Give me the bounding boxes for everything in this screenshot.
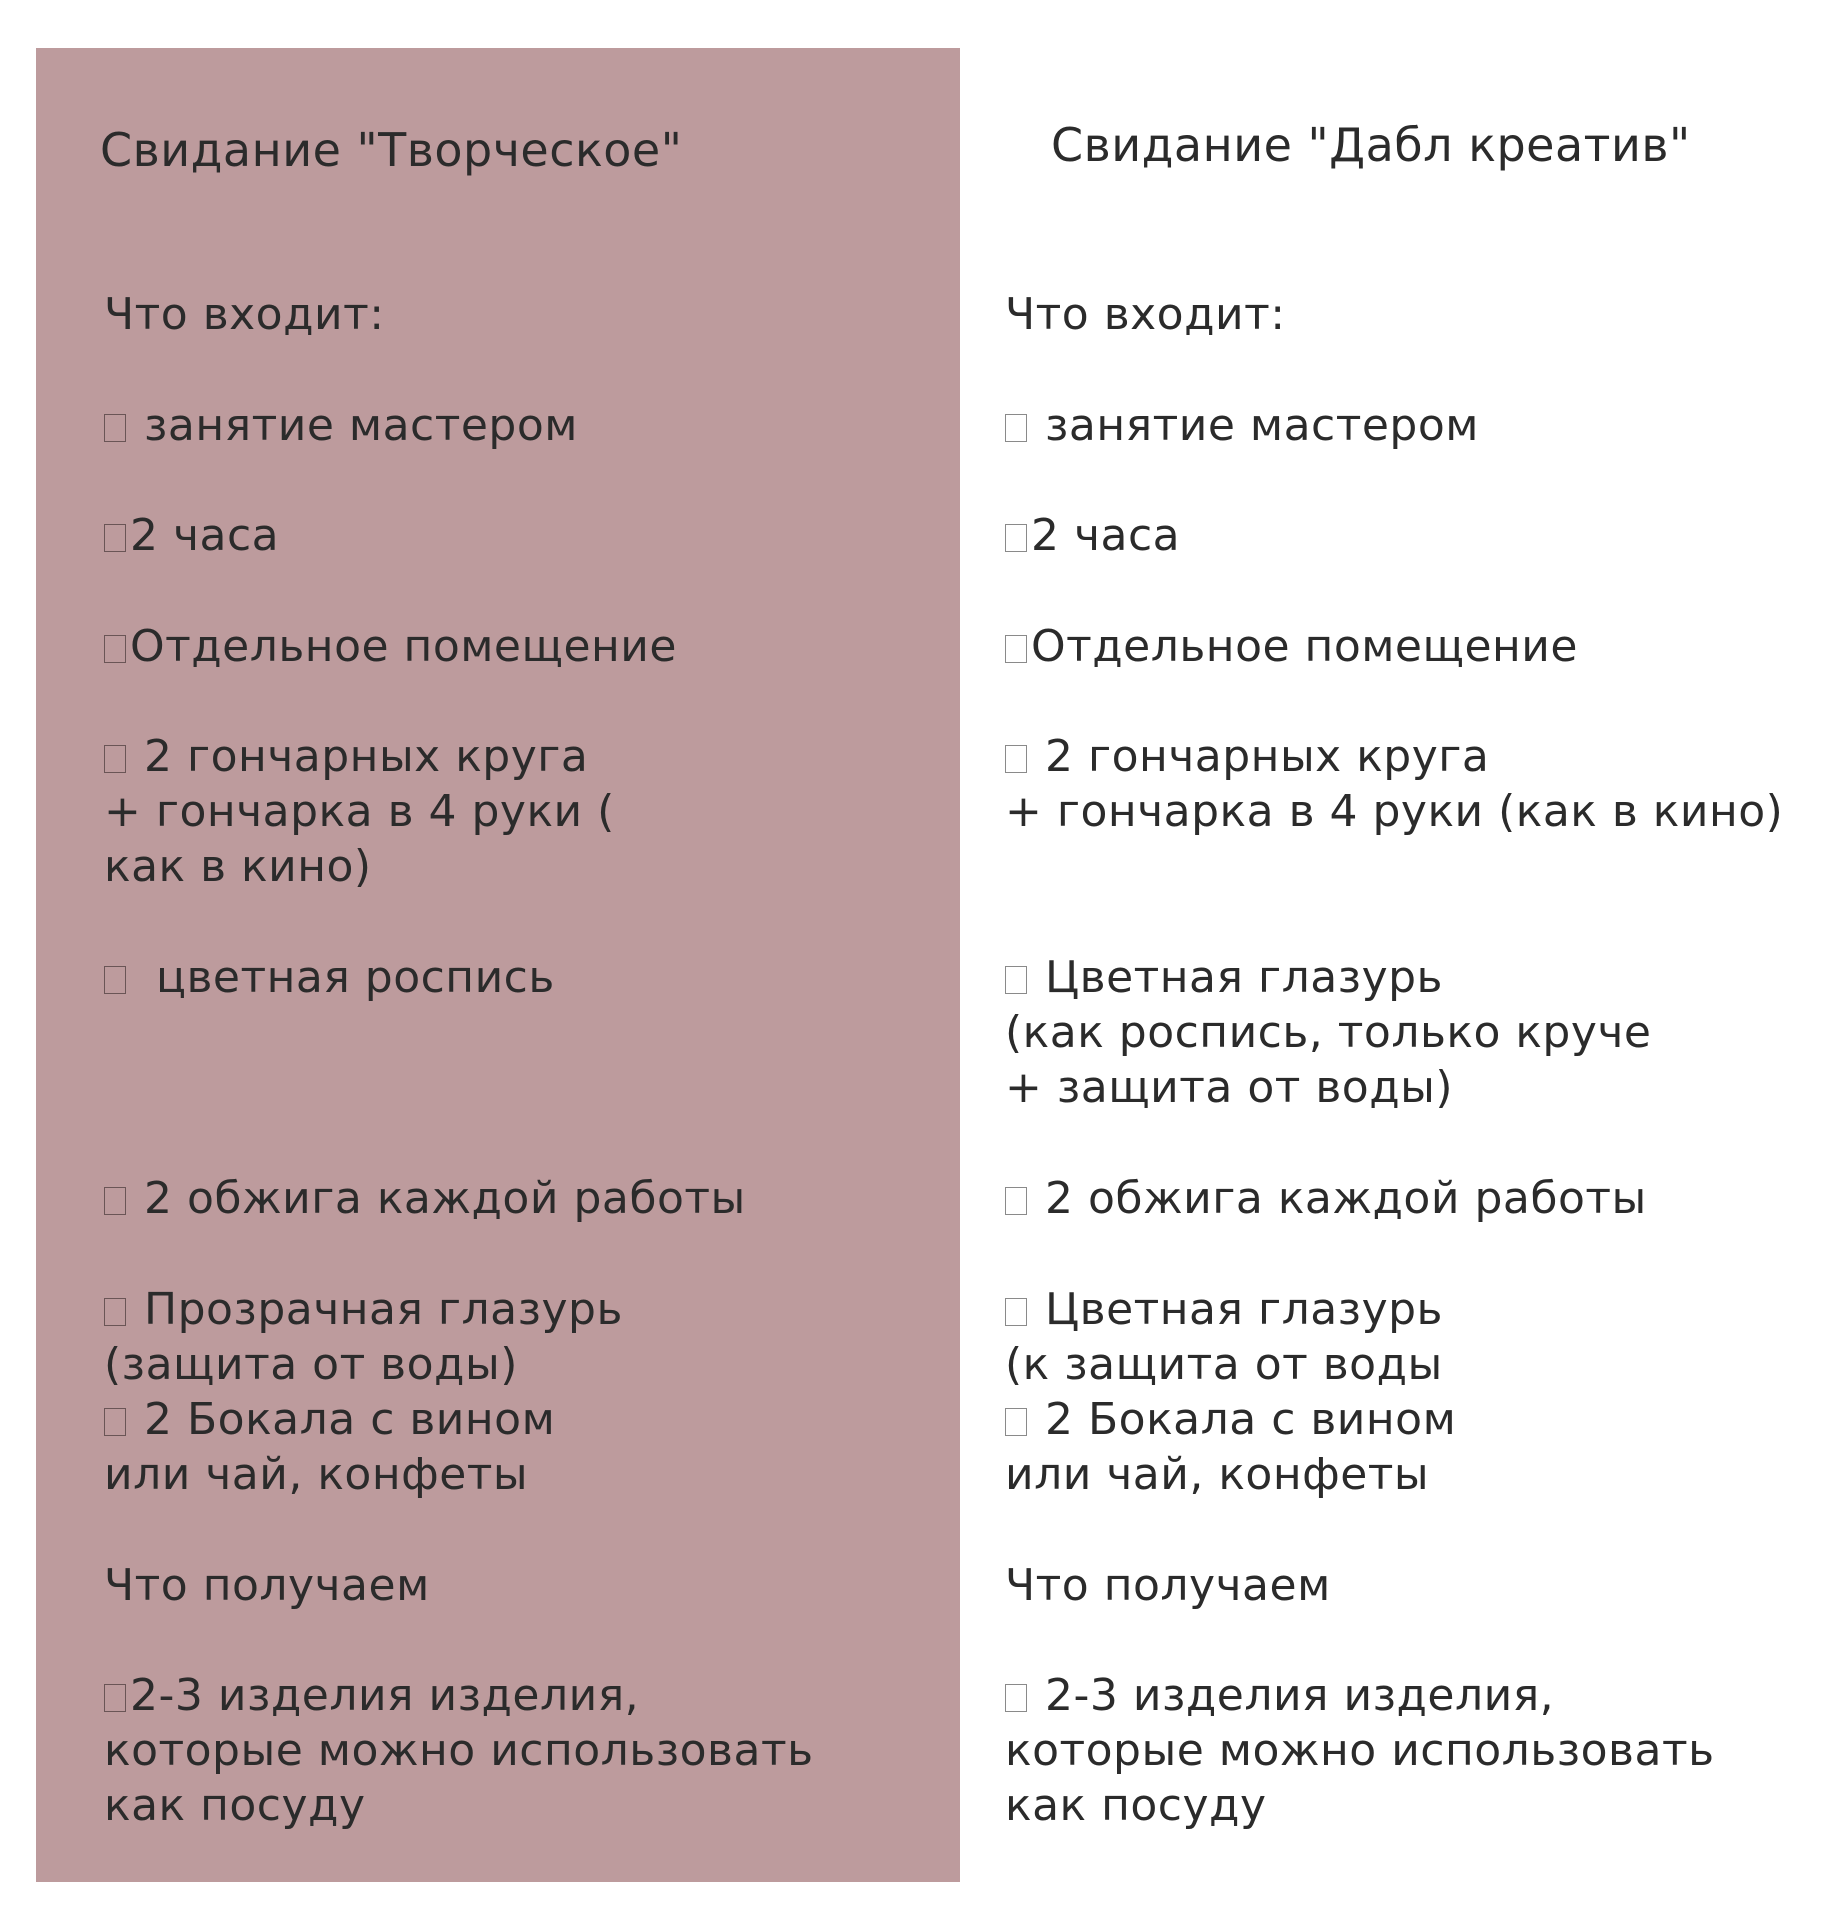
right-item <box>1005 619 1578 674</box>
checkbox-bullet-icon <box>104 1298 126 1326</box>
right-item <box>1005 398 1479 453</box>
left-item-text: цветная роспись <box>156 952 555 1003</box>
left-result-item <box>104 1668 814 1833</box>
left-item <box>104 508 279 563</box>
checkbox-bullet-icon <box>1005 414 1027 442</box>
left-item <box>104 1171 746 1226</box>
checkbox-bullet-icon <box>1005 745 1027 773</box>
left-item-text: 2 обжига каждой работы <box>144 1173 746 1224</box>
right-item-text: занятие мастером <box>1045 400 1479 451</box>
left-item <box>104 398 578 453</box>
left-item <box>104 619 677 674</box>
checkbox-bullet-icon <box>104 524 126 552</box>
left-includes-heading: Что входит: <box>104 289 385 340</box>
left-item-text: 2 гончарных круга + гончарка в 4 руки ( как в кино) <box>104 731 615 892</box>
checkbox-bullet-icon <box>1005 524 1027 552</box>
right-item-text: 2 обжига каждой работы <box>1045 1173 1647 1224</box>
checkbox-bullet-icon <box>104 414 126 442</box>
right-item-text: 2 Бокала с вином или чай, конфеты <box>1005 1394 1457 1500</box>
left-result-heading: Что получаем <box>104 1560 430 1611</box>
checkbox-bullet-icon <box>104 966 126 994</box>
checkbox-bullet-icon <box>104 745 126 773</box>
right-item-text: Отдельное помещение <box>1031 621 1578 672</box>
right-item-text: 2 гончарных круга + гончарка в 4 руки (как в кино) <box>1005 731 1784 837</box>
checkbox-bullet-icon <box>1005 1684 1027 1712</box>
left-item-text: Прозрачная глазурь (защита от воды) <box>104 1284 623 1390</box>
right-item <box>1005 1282 1443 1392</box>
checkbox-bullet-icon <box>104 635 126 663</box>
right-result-heading: Что получаем <box>1005 1560 1331 1611</box>
right-item-text: Цветная глазурь (к защита от воды <box>1005 1284 1443 1390</box>
checkbox-bullet-icon <box>1005 1187 1027 1215</box>
left-item <box>104 950 555 1005</box>
left-result-text: 2-3 изделия изделия, которые можно использовать как посуду <box>104 1670 814 1831</box>
right-item-text: Цветная глазурь (как роспись, только круче + защита от воды) <box>1005 952 1652 1113</box>
left-item-text: Отдельное помещение <box>130 621 677 672</box>
left-item-text: 2 часа <box>130 510 280 561</box>
left-item-text: 2 Бокала с вином или чай, конфеты <box>104 1394 556 1500</box>
checkbox-bullet-icon <box>1005 1298 1027 1326</box>
checkbox-bullet-icon <box>1005 966 1027 994</box>
right-column <box>960 0 1825 1920</box>
left-item <box>104 1392 555 1502</box>
checkbox-bullet-icon <box>104 1187 126 1215</box>
right-includes-heading: Что входит: <box>1005 289 1286 340</box>
right-item <box>1005 729 1783 839</box>
right-result-text: 2-3 изделия изделия, которые можно использовать как посуду <box>1005 1670 1715 1831</box>
left-item <box>104 729 615 894</box>
right-result-item <box>1005 1668 1715 1833</box>
left-item-text: занятие мастером <box>144 400 578 451</box>
right-item <box>1005 1171 1647 1226</box>
right-item <box>1005 950 1651 1115</box>
checkbox-bullet-icon <box>1005 1408 1027 1436</box>
right-item <box>1005 1392 1456 1502</box>
checkbox-bullet-icon <box>104 1408 126 1436</box>
left-item <box>104 1282 623 1392</box>
right-item-text: 2 часа <box>1031 510 1181 561</box>
right-item <box>1005 508 1180 563</box>
checkbox-bullet-icon <box>1005 635 1027 663</box>
checkbox-bullet-icon <box>104 1684 126 1712</box>
left-title: Свидание "Творческое" <box>100 123 683 177</box>
right-title: Свидание "Дабл креатив" <box>1051 118 1691 172</box>
